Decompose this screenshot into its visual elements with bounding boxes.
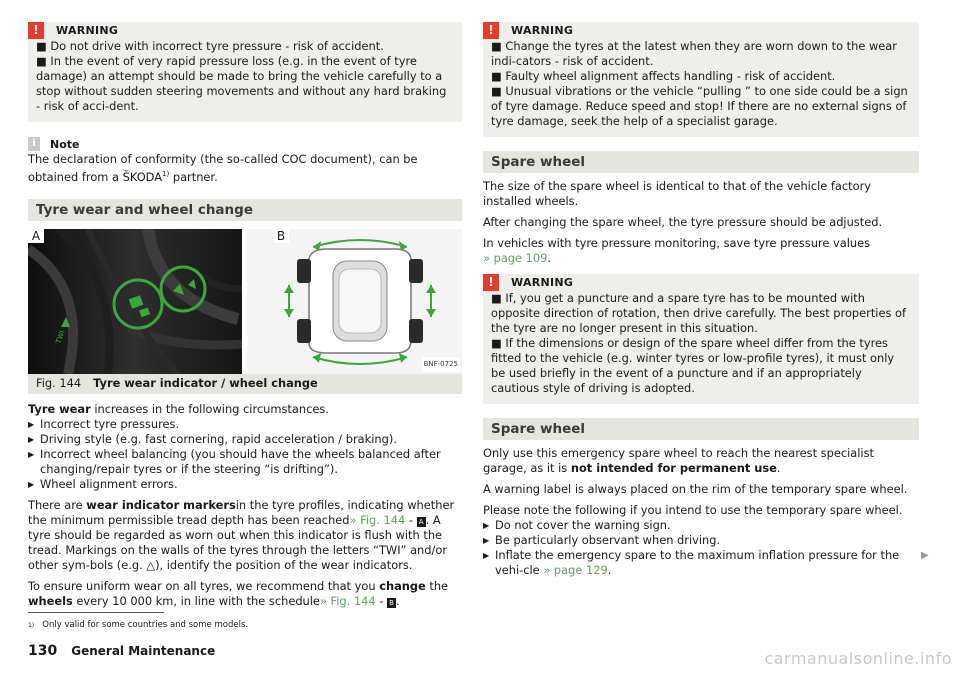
- section-heading-tyre-wear: Tyre wear and wheel change: [28, 199, 462, 221]
- right-column: [483, 22, 919, 578]
- section-heading-spare-wheel: Spare wheel: [483, 151, 919, 173]
- wear-indicator-paragraph: There are wear indicator markersin the tyre profiles, indicating whether the minimum permissible tread depth has been reached» Fig. 144 - A . A tyre should be regarded as worn out when this indicator is flush with the tread. Markings on the walls of the tyres through the letters “TWI” and/or other sym-bols (e.g. △), identify the position of the wear indicators.: [28, 497, 455, 572]
- continue-arrow-icon: ▶: [921, 550, 929, 561]
- figure-mark-b: B: [387, 598, 396, 608]
- list-item: ▶ Wheel alignment errors.: [28, 477, 462, 492]
- tyre-wear-photo: [28, 229, 242, 374]
- warning-item: ■ Do not drive with incorrect tyre pressure - risk of accident.: [36, 39, 384, 53]
- page-number: 130: [28, 643, 58, 659]
- list-item: ▶ Inflate the emergency spare to the maximum inflation pressure for the vehi-cle » page 129.: [483, 548, 919, 578]
- note-info-icon: i: [28, 137, 40, 151]
- figure-code: BNF-0725: [422, 357, 460, 372]
- footnote: $^{1)}$ Only valid for some countries and some models.: [28, 620, 249, 630]
- warning-item: ■ In the event of very rapid pressure loss (e.g. in the event of tyre damage) an attempt should be made to bring the vehicle carefully to a stop without sudden steering movements and without any hard braking - risk of acci-dent.: [36, 54, 447, 113]
- warning-item: ■ Unusual vibrations or the vehicle “pulling ” to one side could be a sign of tyre damage. Reduce speed and stop! If there are no external signs of tyre damage, seek the help of a specialist garage.: [491, 84, 908, 128]
- fig-144-link[interactable]: » Fig. 144: [319, 593, 376, 608]
- svg-text:TWI: TWI: [54, 329, 67, 345]
- warning-title: WARNING: [511, 24, 574, 37]
- spare-wheel-p1: The size of the spare wheel is identical to that of the vehicle factory installed wheels.: [483, 179, 871, 208]
- page-footer: [28, 644, 215, 659]
- footnote-divider: [28, 612, 164, 613]
- temp-spare-p3: Please note the following if you intend to use the temporary spare wheel.: [483, 503, 903, 517]
- warning-item: ■ Change the tyres at the latest when they are worn down to the wear indi-cators - risk of accident.: [491, 39, 897, 68]
- list-item: ▶ Be particularly observant when driving.: [483, 533, 919, 548]
- list-item: ▶ Incorrect tyre pressures.: [28, 417, 462, 432]
- temp-spare-list: [483, 518, 919, 578]
- temp-spare-p1: Only use this emergency spare wheel to reach the nearest specialist garage, as it is not intended for permanent use.: [483, 446, 874, 475]
- left-column: [28, 22, 462, 609]
- note-text: The declaration of conformity (the so-called COC document), can be obtained from a ŠKODA$^{1)}$ partner.: [28, 152, 418, 184]
- warning-exclamation-icon: !: [483, 22, 499, 39]
- watermark: carmanualsonline.info: [764, 649, 952, 668]
- note-title: Note: [50, 137, 80, 151]
- figure-label-a: A: [28, 229, 44, 243]
- warning-item: ■ Faulty wheel alignment affects handling - risk of accident.: [491, 69, 836, 83]
- figure-title: Tyre wear indicator / wheel change: [93, 376, 318, 391]
- warning-item: ■ If, you get a puncture and a spare tyre has to be mounted with opposite direction of rotation, then drive carefully. The best properties of the tyre are no longer present in this situation.: [491, 291, 907, 335]
- figure-caption: [28, 374, 462, 394]
- list-item: ▶ Driving style (e.g. fast cornering, rapid acceleration / braking).: [28, 432, 462, 447]
- warning-title: WARNING: [511, 276, 574, 289]
- spare-wheel-p2: After changing the spare wheel, the tyre pressure should be adjusted.: [483, 215, 883, 229]
- warning-box-2: [483, 22, 919, 137]
- figure-144: [28, 229, 462, 374]
- warning-title: WARNING: [56, 24, 119, 37]
- footer-title: General Maintenance: [71, 644, 216, 658]
- figure-number: Fig. 144: [36, 376, 82, 391]
- warning-item: ■ If the dimensions or design of the spare wheel differ from the tyres fitted to the vehicle (e.g. winter tyres or low-profile tyres), it must only be used briefly in the event of a puncture and if an appropriately cautious style of driving is adopted.: [491, 336, 895, 395]
- tyre-wear-intro: Tyre wear increases in the following circumstances.: [28, 401, 329, 416]
- list-item: ▶ Incorrect wheel balancing (you should have the wheels balanced after changing/repair tyres or if the steering “is drifting”).: [28, 447, 462, 477]
- tyre-wear-list: [28, 417, 462, 492]
- section-heading-temporary-spare: Spare wheel: [483, 418, 919, 440]
- page-109-link[interactable]: » page 109: [483, 251, 548, 265]
- note-header: [28, 136, 462, 152]
- warning-box-1: [28, 22, 462, 122]
- fig-144-link[interactable]: » Fig. 144: [349, 512, 406, 527]
- wheel-change-paragraph: To ensure uniform wear on all tyres, we recommend that you change the wheels every 10 000 km, in line with the schedule» Fig. 144 - B .: [28, 578, 449, 608]
- figure-label-b: B: [273, 229, 289, 243]
- temp-spare-p2: A warning label is always placed on the rim of the temporary spare wheel.: [483, 482, 908, 496]
- wheel-change-diagram: [247, 229, 462, 374]
- figure-mark-a: A: [417, 517, 426, 527]
- warning-exclamation-icon: !: [28, 22, 44, 39]
- page-129-link[interactable]: » page 129: [543, 563, 608, 577]
- warning-box-3: [483, 274, 919, 404]
- list-item: ▶ Do not cover the warning sign.: [483, 518, 919, 533]
- warning-exclamation-icon: !: [483, 274, 499, 291]
- spare-wheel-p3: In vehicles with tyre pressure monitoring, save tyre pressure values » page 109.: [483, 236, 871, 265]
